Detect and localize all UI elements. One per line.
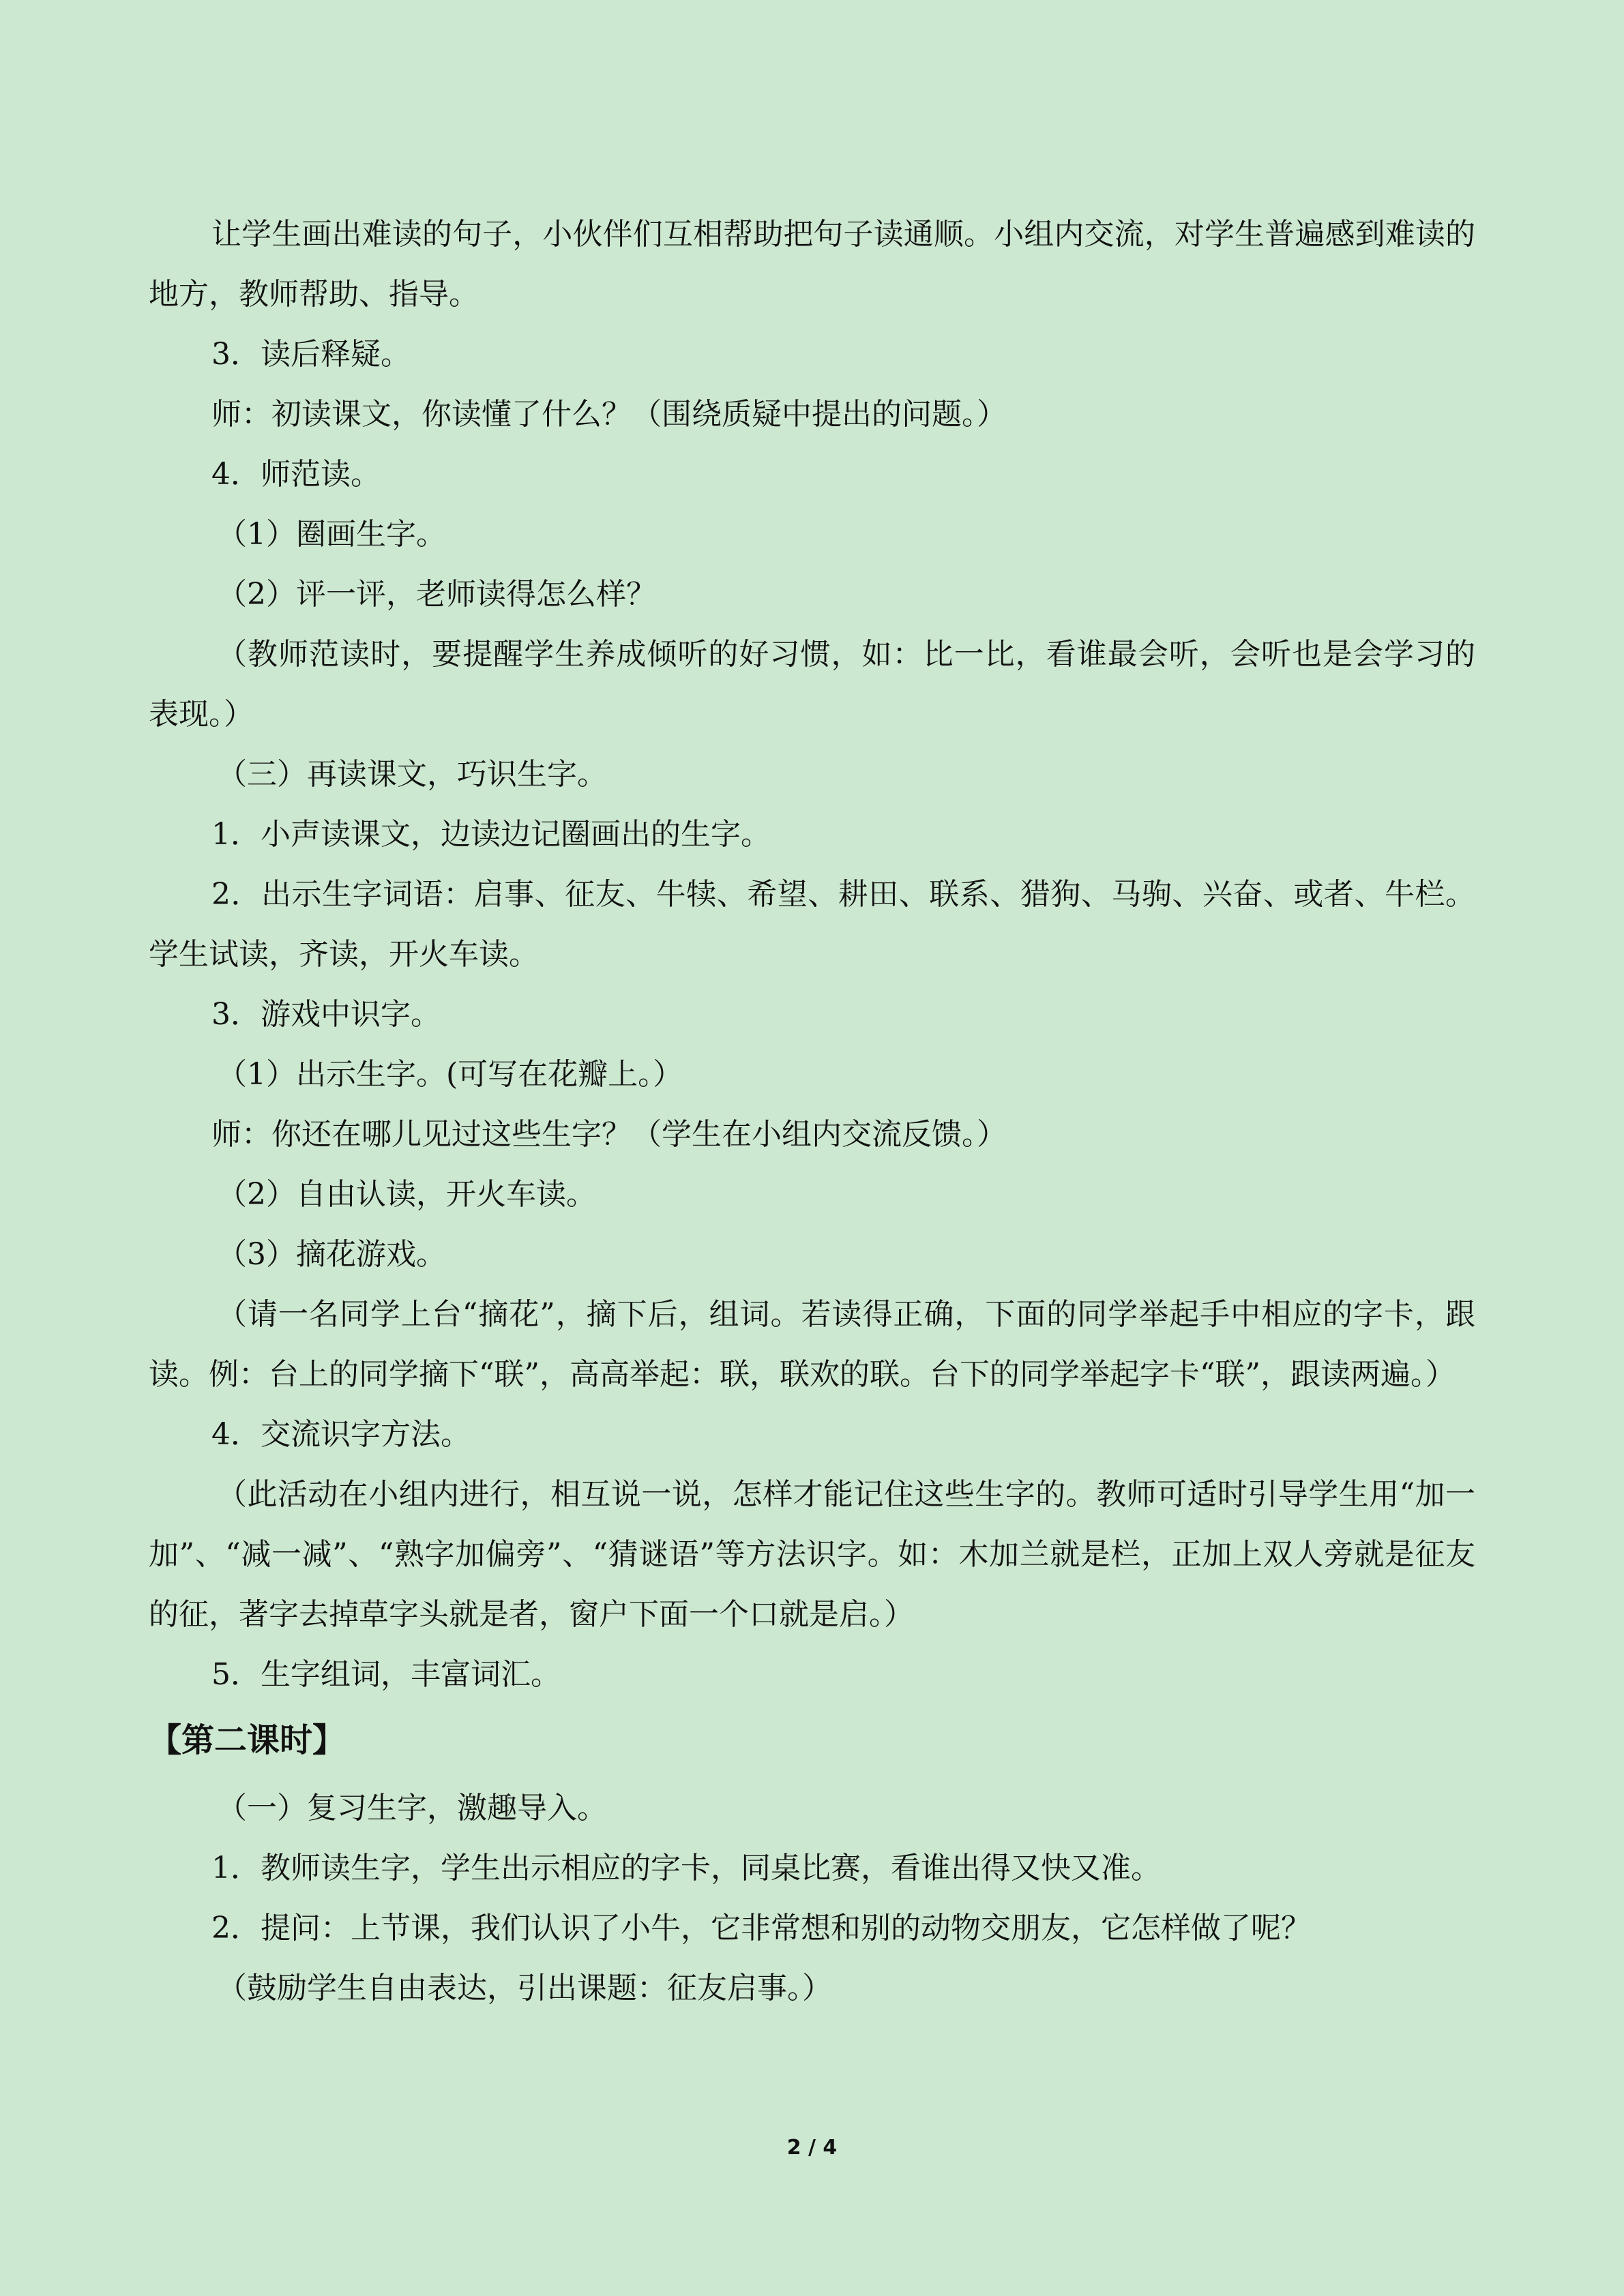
paragraph: 让学生画出难读的句子，小伙伴们互相帮助把句子读通顺。小组内交流，对学生普遍感到难读的地方，教师帮助、指导。 bbox=[149, 217, 1475, 312]
paragraph: （教师范读时，要提醒学生养成倾听的好习惯，如：比一比，看谁最会听，会听也是会学习的表现。） bbox=[149, 637, 1475, 732]
paragraph: 师：初读课文，你读懂了什么？（围绕质疑中提出的问题。） bbox=[211, 397, 1007, 432]
page-number: 2 / 4 bbox=[786, 2136, 838, 2160]
paragraph: （3）摘花游戏。 bbox=[217, 1237, 446, 1272]
paragraph: 4．师范读。 bbox=[211, 457, 381, 492]
document-body bbox=[149, 205, 1475, 2018]
paragraph: （鼓励学生自由表达，引出课题：征友启事。） bbox=[217, 1971, 832, 2006]
paragraph: （请一名同学上台“摘花”，摘下后，组词。若读得正确，下面的同学举起手中相应的字卡，跟读。例：台上的同学摘下“联”，高高举起：联，联欢的联。台下的同学举起字卡“联”，跟读两遍。） bbox=[149, 1297, 1475, 1392]
paragraph: （三）再读课文，巧识生字。 bbox=[217, 757, 607, 792]
paragraph: 1．小声读课文，边读边记圈画出的生字。 bbox=[211, 817, 771, 852]
section-heading: 【第二课时】 bbox=[149, 1721, 346, 1759]
paragraph: （一）复习生字，激趣导入。 bbox=[217, 1791, 607, 1825]
paragraph: 1．教师读生字，学生出示相应的字卡，同桌比赛，看谁出得又快又准。 bbox=[211, 1851, 1161, 1885]
paragraph: 师：你还在哪儿见过这些生字？（学生在小组内交流反馈。） bbox=[211, 1117, 1007, 1152]
paragraph: 2．提问：上节课，我们认识了小牛，它非常想和别的动物交朋友，它怎样做了呢？ bbox=[211, 1911, 1311, 1945]
paragraph: （1）出示生字。(可写在花瓣上。） bbox=[217, 1057, 683, 1092]
paragraph: （2）评一评，老师读得怎么样？ bbox=[217, 577, 656, 612]
paragraph: 3．游戏中识字。 bbox=[211, 997, 441, 1032]
paragraph: 5．生字组词，丰富词汇。 bbox=[211, 1657, 561, 1692]
paragraph: 2．出示生字词语：启事、征友、牛犊、希望、耕田、联系、猎狗、马驹、兴奋、或者、牛栏。学生试读，齐读，开火车读。 bbox=[149, 877, 1475, 972]
paragraph: （此活动在小组内进行，相互说一说，怎样才能记住这些生字的。教师可适时引导学生用“加一加”、“减一减”、“熟字加偏旁”、“猜谜语”等方法识字。如：木加兰就是栏，正加上双人旁就是征友的征，著字去掉草字头就是者，窗户下面一个口就是启。） bbox=[149, 1477, 1475, 1632]
paragraph: 3．读后释疑。 bbox=[211, 337, 411, 372]
paragraph: （2）自由认读，开火车读。 bbox=[217, 1177, 596, 1212]
paragraph: 4．交流识字方法。 bbox=[211, 1417, 471, 1452]
paragraph: （1）圈画生字。 bbox=[217, 517, 446, 552]
